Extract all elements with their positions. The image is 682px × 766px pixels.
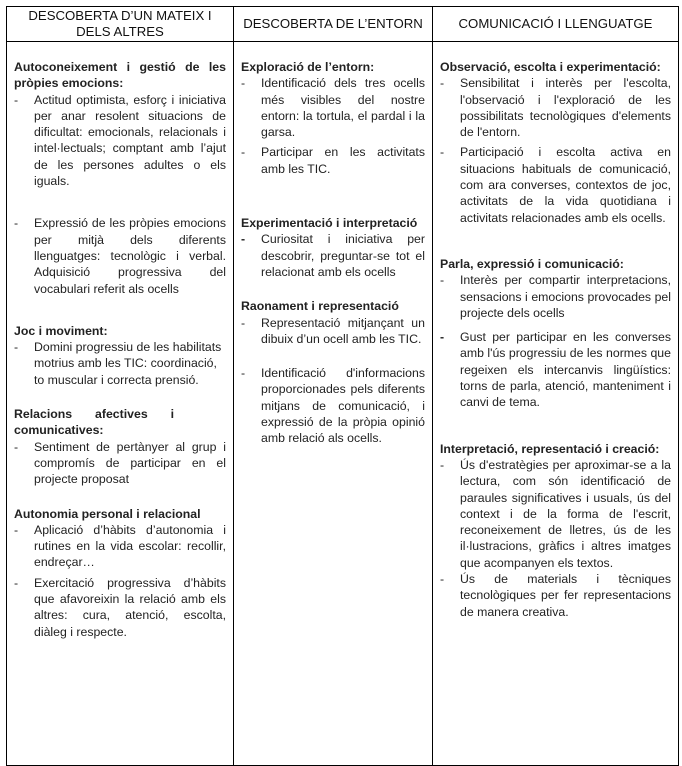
- curriculum-table: [6, 6, 679, 766]
- section-speech: [440, 256, 671, 411]
- dash-bullet-icon: -: [440, 76, 445, 91]
- list-item: - Domini progressiu de les habilitats motrius amb les TIC: coordinació, to muscular i correcta prensió.: [14, 340, 222, 387]
- section-reasoning: [241, 298, 425, 446]
- section-title: Interpretació, representació i creació:: [440, 441, 660, 456]
- header-environment: DESCOBERTA DE L’ENTORN: [234, 7, 433, 42]
- list-item: - Gust per participar en les converses amb l'ús progressiu de les normes que regeixen els intercanvis lingüístics: torns de parla, atenció, manteniment i canvi de tema.: [440, 330, 671, 410]
- dash-bullet-icon: -: [440, 273, 445, 288]
- section-interpretation: [440, 441, 671, 620]
- section-title: Exploració de l’entorn:: [241, 60, 375, 74]
- dash-bullet-icon: -: [440, 330, 445, 345]
- dash-bullet-icon: -: [440, 457, 445, 472]
- section-affective-relations: [14, 406, 226, 487]
- list-item: - Representació mitjançant un dibuix d’un ocell amb les TIC.: [241, 315, 425, 346]
- header-row: [7, 7, 679, 42]
- section-play-movement: [14, 323, 226, 388]
- section-title: Experimentació i interpretació: [241, 216, 418, 231]
- section-title: Joc i moviment:: [14, 323, 108, 338]
- list-item: - Ús d'estratègies per aproximar-se a la lectura, com són identificació de paraules significatives i usuals, ús del context i de la forma de l'escrit, reconeixement de lletres, ús de les il·lustracions, gràfics i altres imatges que acompanyen els textos.: [440, 457, 671, 570]
- dash-bullet-icon: -: [241, 232, 246, 247]
- list-item: - Exercitació progressiva d’hàbits que afavoreixin la relació amb els altres: cura, atenció, escolta, diàleg i respecte.: [14, 575, 226, 639]
- dash-bullet-icon: -: [14, 522, 19, 537]
- content-row: [7, 42, 679, 766]
- list-item: - Participació i escolta activa en situacions habituals de comunicació, com ara converses, contextos de joc, activitats de la vida quotidiana i activitats relacionades amb els ocells.: [440, 145, 671, 225]
- section-observation: [440, 59, 671, 226]
- list-item: - Aplicació d’hàbits d’autonomia i rutines en la vida escolar: recollir, endreçar…: [14, 522, 226, 570]
- list-item: - Identificació d'informacions proporcionades pels diferents mitjans de comunicació, i expressió de la pròpia opinió amb relació als ocells.: [241, 366, 425, 446]
- section-self-knowledge: [14, 59, 226, 297]
- list-item: - Sensibilitat i interès per l'escolta, l'observació i l'exploració de les possibilitats tecnològiques d'elements de l'entorn.: [440, 76, 671, 140]
- dash-bullet-icon: -: [14, 340, 19, 355]
- header-communication: COMUNICACIÓ I LLENGUATGE: [433, 7, 679, 42]
- list-item: - Interès per compartir interpretacions, sensacions i emocions provocades pel projecte dels ocells: [440, 273, 671, 320]
- dash-bullet-icon: -: [440, 145, 445, 160]
- section-title: Raonament i representació: [241, 299, 399, 314]
- list-item: - Expressió de les pròpies emocions per mitjà dels diferents llenguatges: tecnològic i verbal. Adquisició progressiva del vocabulari referit als ocells: [14, 216, 226, 296]
- section-title: Observació, escolta i experimentació:: [440, 60, 661, 74]
- dash-bullet-icon: -: [14, 439, 19, 454]
- dash-bullet-icon: -: [14, 575, 19, 590]
- dash-bullet-icon: -: [241, 145, 246, 160]
- section-title: Autonomia personal i relacional: [14, 506, 201, 521]
- column-self-discovery: [7, 42, 234, 766]
- list-item: - Participar en les activitats amb les TIC.: [241, 145, 425, 176]
- list-item: - Actitud optimista, esforç i iniciativa per anar resolent situacions de dificultat: emocionals, relacionals i intel·lectuals; comptant amb l’ajut de les persones adultes o els iguals.: [14, 92, 226, 189]
- column-environment: [234, 42, 433, 766]
- section-title: Relacions afectives i comunicatives:: [14, 407, 174, 438]
- dash-bullet-icon: -: [241, 366, 246, 381]
- header-self-discovery: DESCOBERTA D’UN MATEIX I DELS ALTRES: [7, 7, 234, 42]
- list-item: - Ús de materials i tècniques tecnològiques per fer representacions de manera creativa.: [440, 572, 671, 619]
- dash-bullet-icon: -: [440, 572, 445, 587]
- dash-bullet-icon: -: [241, 315, 246, 330]
- section-title: Parla, expressió i comunicació:: [440, 256, 624, 271]
- section-personal-autonomy: [14, 506, 226, 640]
- section-title: Autoconeixement i gestió de les pròpies emocions:: [14, 60, 226, 91]
- list-item: - Sentiment de pertànyer al grup i compromís de participar en el projecte proposat: [14, 439, 226, 487]
- section-experimentation: [241, 215, 425, 280]
- dash-bullet-icon: -: [14, 92, 19, 107]
- list-item: - Curiositat i iniciativa per descobrir, preguntar-se tot el relacionat amb els ocells: [241, 232, 425, 279]
- dash-bullet-icon: -: [241, 76, 246, 91]
- column-communication: [433, 42, 679, 766]
- section-exploration: [241, 59, 425, 177]
- list-item: - Identificació dels tres ocells més visibles del nostre entorn: la tortula, el pardal i la garsa.: [241, 76, 425, 140]
- dash-bullet-icon: -: [14, 216, 19, 231]
